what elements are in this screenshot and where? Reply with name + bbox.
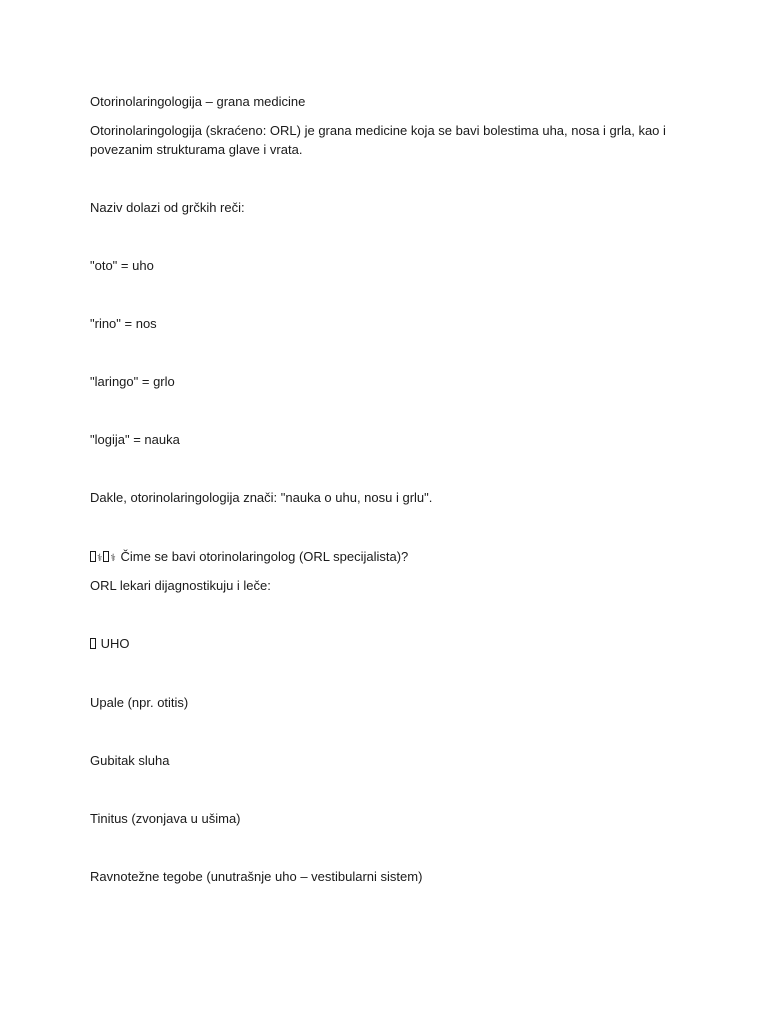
etymology-logija: "logija" = nauka bbox=[90, 432, 180, 447]
ear-item-ravnotezne-tegobe: Ravnotežne tegobe (unutrašnje uho – vestibularni sistem) bbox=[90, 869, 423, 884]
section-heading bbox=[90, 547, 408, 568]
doctor-emoji-placeholder-icon bbox=[90, 551, 96, 562]
diagnose-intro: ORL lekari dijagnostikuju i leče: bbox=[90, 578, 271, 593]
etymology-rino: "rino" = nos bbox=[90, 316, 157, 331]
etymology-oto: "oto" = uho bbox=[90, 258, 154, 273]
ear-item-upale: Upale (npr. otitis) bbox=[90, 695, 189, 710]
section-heading-text: Čime se bavi otorinolaringolog (ORL specijalista)? bbox=[120, 549, 409, 564]
medical-staff-icon: ⚕ bbox=[97, 553, 103, 564]
intro-line-2: povezanim strukturama glave i vrata. bbox=[90, 142, 303, 157]
doctor-emoji-placeholder-icon bbox=[103, 551, 109, 562]
medical-staff-icon: ⚕ bbox=[110, 553, 116, 564]
document-title: Otorinolaringologija – grana medicine bbox=[90, 94, 306, 109]
ear-item-gubitak-sluha: Gubitak sluha bbox=[90, 753, 170, 768]
origin-intro: Naziv dolazi od grčkih reči: bbox=[90, 200, 245, 215]
etymology-laringo: "laringo" = grlo bbox=[90, 374, 175, 389]
intro-line-1: Otorinolaringologija (skraćeno: ORL) je grana medicine koja se bavi bolestima uha, nosa i grla, kao i bbox=[90, 123, 666, 138]
ear-heading-text: UHO bbox=[100, 636, 130, 651]
ear-heading bbox=[90, 634, 130, 653]
meaning-sentence: Dakle, otorinolaringologija znači: "nauka o uhu, nosu i grlu". bbox=[90, 490, 433, 505]
ear-item-tinitus: Tinitus (zvonjava u ušima) bbox=[90, 811, 241, 826]
ear-emoji-placeholder-icon bbox=[90, 638, 96, 649]
